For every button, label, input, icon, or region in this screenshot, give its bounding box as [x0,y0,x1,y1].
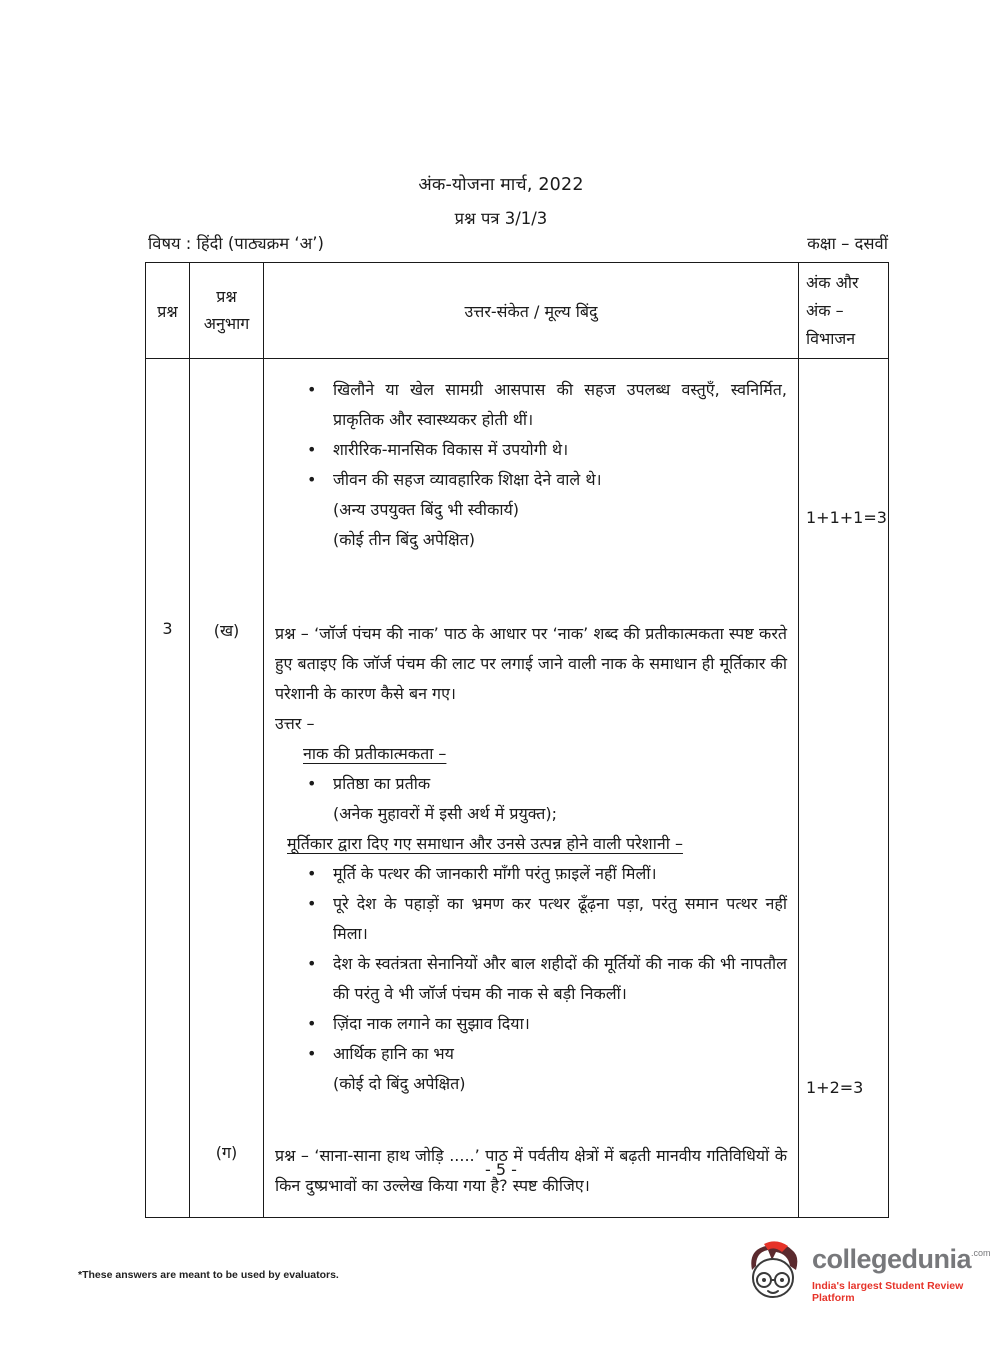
subject-row [148,231,888,254]
marks-cell [799,589,888,1111]
table-row-block-b [146,589,888,1111]
document-header [0,172,1002,229]
marking-scheme-table [145,262,889,1218]
col-header-section: प्रश्न अनुभाग [190,263,264,359]
marks-value: 1+2=3 [806,1078,864,1097]
collegedunia-mascot-icon [742,1240,804,1310]
section-cell [190,359,264,589]
paper-code: प्रश्न पत्र 3/1/3 [454,209,548,228]
answer-bullet: • प्रतिष्ठा का प्रतीक [275,769,787,799]
answer-label: उत्तर – [275,714,315,733]
evaluator-note: *These answers are meant to be used by evaluators. [78,1269,339,1281]
answer-bullet: • ज़िंदा नाक लगाने का सुझाव दिया। [275,1009,787,1039]
answer-bullet: • शारीरिक-मानसिक विकास में उपयोगी थे। [275,435,787,465]
brand-tagline: India's largest Student Review Platform [812,1280,964,1304]
answer-note: (कोई दो बिंदु अपेक्षित) [333,1074,466,1093]
question-text: प्रश्न – ‘जॉर्ज पंचम की नाक’ पाठ के आधार पर ‘नाक’ शब्द की प्रतीकात्मकता स्पष्ट करते हुए बताइए कि जॉर्ज पंचम की लाट पर लगाई जाने वाली नाक के समाधान ही मूर्तिकार की परेशानी के कारण कैसे बन गए। [275,624,787,703]
table-row-block-a [146,359,888,589]
brand-name: collegedunia [812,1244,972,1274]
subject-label: विषय : हिंदी (पाठ्यक्रम ‘अ’) [148,234,324,253]
class-label: कक्षा – दसवीं [807,234,888,253]
question-number: 3 [162,619,173,638]
page-number: - 5 - [485,1160,517,1179]
marks-value: 1+1+1=3 [806,508,887,527]
question-number-cell [146,589,190,1111]
col-header-answer: उत्तर-संकेत / मूल्य बिंदु [264,263,799,359]
answer-content-cell [264,359,799,589]
page-title: अंक-योजना मार्च, 2022 [418,175,584,195]
brand-suffix: .com [971,1248,991,1258]
answer-bullet: • पूरे देश के पहाड़ों का भ्रमण कर पत्थर ढूँढ़ना पड़ा, परंतु समान पत्थर नहीं मिला। [275,889,787,949]
answer-content-cell [264,589,799,1111]
answer-bullet: • खिलौने या खेल सामग्री आसपास की सहज उपलब्ध वस्तुएँ, स्वनिर्मित, प्राकृतिक और स्वास्थ्यकर होती थीं। [275,375,787,435]
answer-bullet: • मूर्ति के पत्थर की जानकारी माँगी परंतु फ़ाइलें नहीं मिलीं। [275,859,787,889]
answer-note: (अनेक मुहावरों में इसी अर्थ में प्रयुक्त); [333,804,558,823]
answer-heading: मूर्तिकार द्वारा दिए गए समाधान और उनसे उत्पन्न होने वाली परेशानी – [287,834,683,853]
answer-bullet: • जीवन की सहज व्यावहारिक शिक्षा देने वाले थे। [275,465,787,495]
question-text: प्रश्न – ‘साना-साना हाथ जोड़ि .....’ पाठ में पर्वतीय क्षेत्रों में बढ़ती मानवीय गतिविधियों के किन दुष्प्रभावों का उल्लेख किया गया है? स्पष्ट कीजिए। [275,1146,787,1195]
table-header-row [146,263,888,359]
answer-note: (अन्य उपयुक्त बिंदु भी स्वीकार्य) [333,500,520,519]
marks-cell [799,359,888,589]
collegedunia-logo-text [812,1246,1002,1304]
col-header-question: प्रश्न [146,263,190,359]
section-label: (ख) [213,621,240,640]
col-header-marks: अंक और अंक – विभाजन [799,263,888,359]
question-number-cell [146,359,190,589]
section-cell [190,589,264,1111]
answer-bullet: • देश के स्वतंत्रता सेनानियों और बाल शहीदों की मूर्तियों की नाक की भी नापतौल की परंतु वे भी जॉर्ज पंचम की नाक से बड़ी निकलीं। [275,949,787,1009]
answer-heading: नाक की प्रतीकात्मकता – [303,744,447,763]
answer-bullet: • आर्थिक हानि का भय [275,1039,787,1069]
answer-note: (कोई तीन बिंदु अपेक्षित) [333,530,475,549]
collegedunia-logo [742,1240,1002,1310]
section-label: (ग) [215,1143,238,1162]
